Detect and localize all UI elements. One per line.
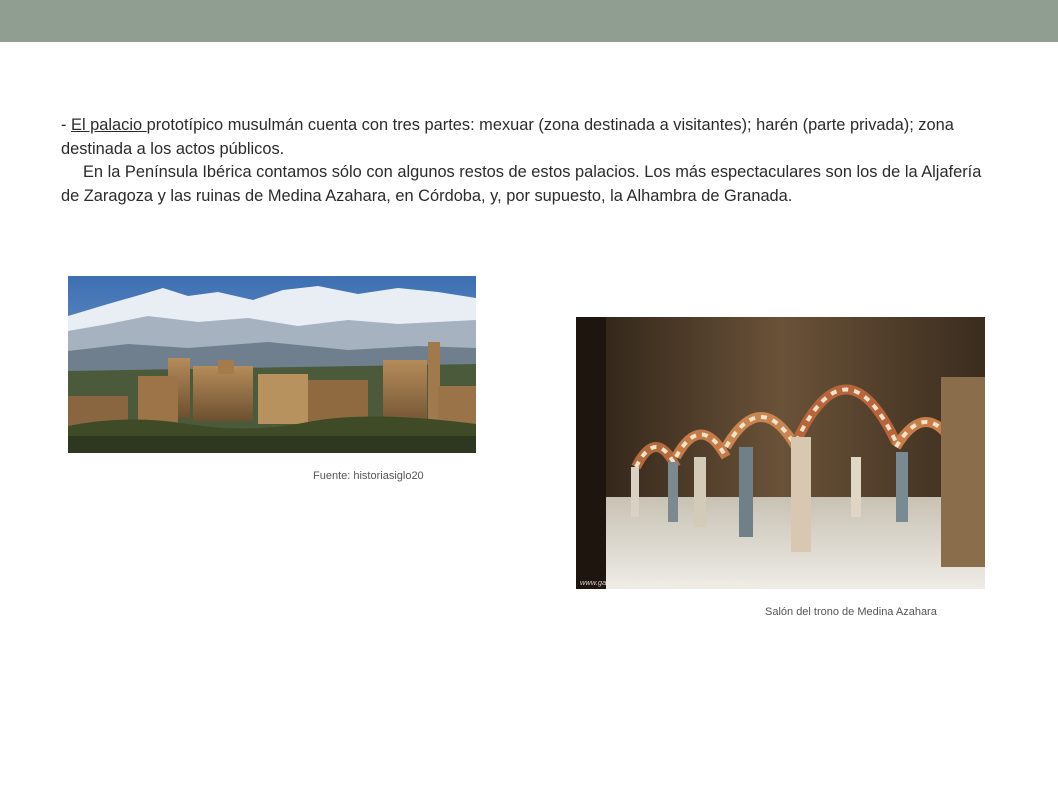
palace-link[interactable]: El palacio: [71, 116, 147, 134]
medina-azahara-caption: Salón del trono de Medina Azahara: [765, 606, 937, 618]
medina-azahara-photo: [576, 317, 985, 589]
paragraph-prefix: -: [61, 116, 72, 134]
paragraph-palace: [61, 114, 1001, 161]
paragraph-palace-rest: prototípico musulmán cuenta con tres partes: mexuar (zona destinada a visitantes); harén (parte privada); zona destinada a los actos públicos.: [61, 116, 954, 158]
paragraph-peninsula: En la Península Ibérica contamos sólo con algunos restos de estos palacios. Los más espectaculares son los de la Aljafería de Zaragoza y las ruinas de Medina Azahara, en Córdoba, y, por supuesto, la Alhambra de Granada.: [61, 163, 982, 205]
top-bar: [0, 0, 1058, 42]
photo-watermark: www.gaceta.es/.../medina1216649784580087384.jpg: [580, 578, 757, 587]
slide-body-text: [61, 114, 1001, 208]
alhambra-photo: [68, 276, 476, 453]
alhambra-caption: Fuente: historiasiglo20: [313, 470, 424, 482]
